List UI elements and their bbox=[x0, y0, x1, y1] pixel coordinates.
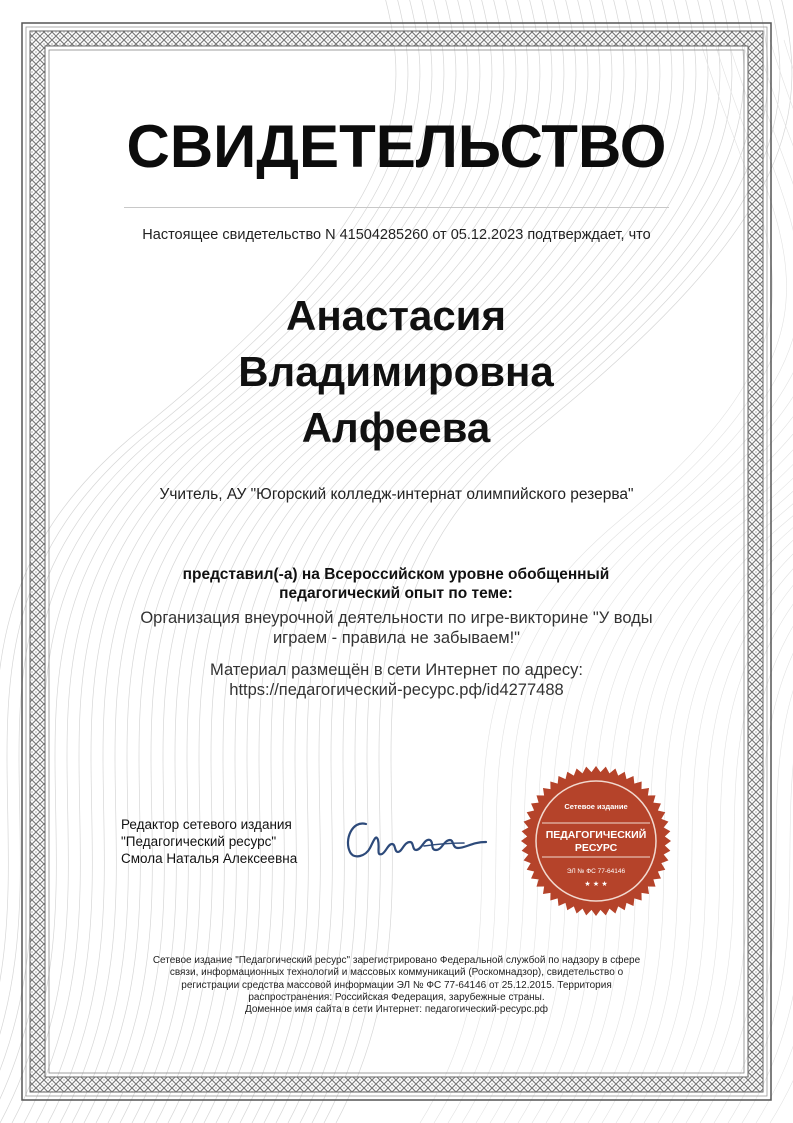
topic-line-1: Организация внеурочной деятельности по игре-викторине "У воды bbox=[140, 609, 653, 627]
material-url: https://педагогический-ресурс.рф/id4277488 bbox=[229, 681, 564, 699]
recipient-name bbox=[96, 288, 696, 456]
presented-line-2: педагогический опыт по теме: bbox=[279, 585, 513, 602]
recipient-position: Учитель, АУ "Югорский колледж-интернат олимпийского резерва" bbox=[159, 486, 634, 503]
footer-line-3: регистрации средства массовой информации ЭЛ № ФС 77-64146 от 25.12.2015. Территория bbox=[181, 979, 612, 991]
seal-top-text: Сетевое издание bbox=[564, 802, 628, 811]
seal-stars: ★ ★ ★ bbox=[584, 880, 608, 888]
editor-signature bbox=[340, 810, 500, 870]
registration-footer bbox=[120, 955, 673, 1016]
recipient-first-name: Анастасия bbox=[285, 292, 507, 339]
seal-main-line-2: РЕСУРС bbox=[574, 842, 618, 854]
footer-line-5: Доменное имя сайта в сети Интернет: педагогический-ресурс.рф bbox=[244, 1004, 549, 1016]
presented-line-1: представил(-а) на Всероссийском уровне обобщенный bbox=[182, 566, 610, 583]
recipient-patronymic: Владимировна bbox=[238, 348, 554, 395]
title-divider bbox=[124, 207, 669, 208]
seal-registration: ЭЛ № ФС 77-64146 bbox=[566, 868, 626, 875]
editor-block bbox=[121, 816, 341, 867]
material-label: Материал размещён в сети Интернет по адресу: bbox=[210, 661, 583, 679]
certificate-title: СВИДЕТЕЛЬСТВО bbox=[126, 113, 667, 180]
material-location bbox=[130, 660, 663, 700]
seal-main-line-1: ПЕДАГОГИЧЕСКИЙ bbox=[545, 829, 647, 841]
footer-line-2: связи, информационных технологий и массовых коммуникаций (Роскомнадзор), свидетельство о bbox=[169, 967, 624, 979]
editor-title: Редактор сетевого издания bbox=[121, 817, 292, 832]
footer-line-4: распространения: Российская Федерация, зарубежные страны. bbox=[248, 991, 545, 1003]
editor-publication: "Педагогический ресурс" bbox=[121, 834, 277, 849]
editor-name: Смола Наталья Алексеевна bbox=[121, 851, 298, 866]
topic-line-2: играем - правила не забываем!" bbox=[272, 629, 521, 647]
footer-line-1: Сетевое издание "Педагогический ресурс" зарегистрировано Федеральной службой по надзору в сфере bbox=[152, 955, 641, 966]
presented-statement bbox=[146, 565, 646, 603]
certificate-intro: Настоящее свидетельство N 41504285260 от 05.12.2023 подтверждает, что bbox=[142, 227, 651, 243]
experience-topic bbox=[130, 608, 663, 648]
publication-seal bbox=[520, 765, 672, 917]
recipient-last-name: Алфеева bbox=[301, 404, 491, 451]
